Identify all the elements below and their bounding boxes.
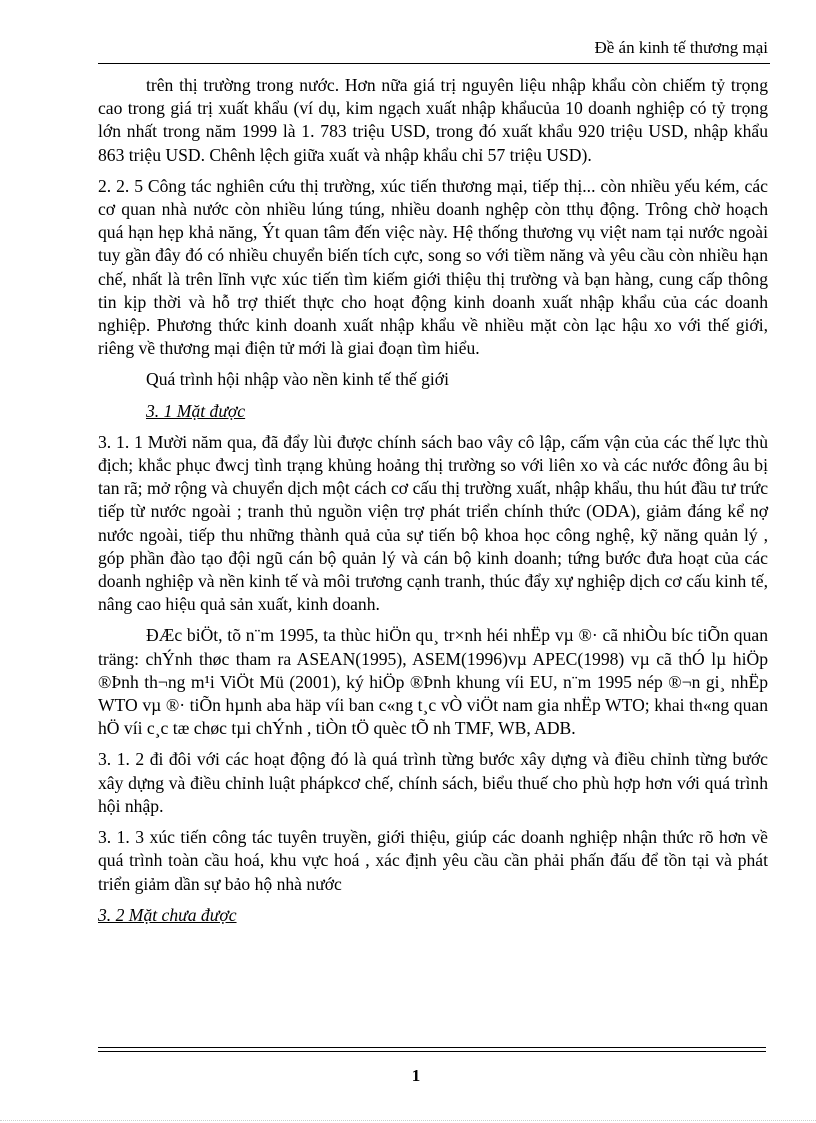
- paragraph-3-1-1: 3. 1. 1 Mười năm qua, đã đẩy lùi được chính sách bao vây cô lập, cấm vận của các thế lực thù địch; khắc phục đwcj tình trạng khủng hoảng thị trường so với liên xo và các nước đông âu bị tan rã; mở rộng và chuyển dịch một cách cơ cấu thị trường xuất, nhập khẩu, thu hút đầu tư trức tiếp từ nước ngoài ; tranh thủ nguồn viện trợ phát triển chính thức (ODA), giảm đáng kể nợ nước ngoài, tiếp thu những thành quả của sự tiến bộ khoa học công nghệ, kỹ năng quản lý , góp phần đào tạo đội ngũ cán bộ quản lý và cán bộ kinh doanh; tứng bước đưa hoạt của các doanh nghiệp và nền kinh tế và môi trương cạnh tranh, thúc đẩy xự nghiệp dịch cơ cấu kinh tế, nâng cao hiệu quả sản xuất, kinh doanh.: [98, 431, 768, 615]
- section-heading-3-1: 3. 1 Mặt được: [146, 400, 246, 421]
- paragraph-legacy-encoded: ĐÆc biÖt, tõ n¨m 1995, ta thùc hiÖn qu¸ tr×nh héi nhËp vµ ®· cã nhiÒu bíc tiÕn quan träng: chÝnh thøc tham ra ASEAN(1995), ASEM(1996)vµ APEC(1998) vµ cã thÓ lµ hiÖp ®Þnh th¬ng m¹i ViÖt Mü (2001), ký hiÖp ®Þnh khung víi EU, n¨m 1995 nép ®¬n gi¸ nhËp WTO vµ ®· tiÕn hµnh aba häp víi ban c«ng t¸c vÒ viÖt nam gia nhËp WTO; khai th«ng quan hÖ víi c¸c tæ chøc tµi chÝnh , tiÒn tÖ quèc tÕ nh TMF, WB, ADB.: [98, 625, 768, 739]
- paragraph-3-1-2: 3. 1. 2 đi đôi với các hoạt động đó là quá trình từng bước xây dựng và điều chỉnh từng bước xây dựng và điều chỉnh luật phápkcơ chế, chính sách, biểu thuế cho phù hợp hơn với quá trình hội nhập.: [98, 749, 768, 816]
- footer-rule-top: [98, 1047, 766, 1048]
- page-number: 1: [411, 1066, 421, 1085]
- footer-rule-bottom: [98, 1051, 766, 1052]
- section-heading-integration: Quá trình hội nhập vào nền kinh tế thế giới: [146, 369, 449, 390]
- paragraph-2-2-5: 2. 2. 5 Công tác nghiên cứu thị trường, xúc tiến thương mại, tiếp thị... còn nhiều yếu kém, các cơ quan nhà nước còn nhiều lúng túng, nhiều doanh nghệp còn tthụ động. Trông chờ hoạch quá hạn hẹp khả năng, Ýt quan tâm đến việc này. Hệ thống thương vụ việt nam tại nước ngoài tuy gần đây đó có nhiều chuyển biến tích cực, song so với tiềm năng và yêu cầu còn nhiều hạn chế, nhất là trên lĩnh vực xúc tiến tìm kiếm giới thiệu thị trường và bạn hàng, cung cấp thông tin kịp thời và hỗ trợ thiết thực cho hoạt động kinh doanh xuất nhập khẩu của các doanh nghiệp. Phương thức kinh doanh xuất nhập khẩu về nhiều mặt còn lạc hậu xo với thế giới, riêng về thương mại điện tử mới là giai đoạn tìm hiểu.: [98, 175, 768, 359]
- document-body: [98, 74, 768, 927]
- paragraph-continuation: trên thị trường trong nước. Hơn nữa giá trị nguyên liệu nhập khẩu còn chiếm tỷ trọng cao trong giá trị xuất khẩu (ví dụ, kim ngạch xuất nhập khẩucủa 10 doanh nghiệp có tỷ trọng lớn nhất trong năm 1999 là 1. 783 triệu USD, trong đó xuất khẩu 920 triệu USD, nhập khẩu 863 triệu USD. Chênh lệch giữa xuất và nhập khẩu chỉ 57 triệu USD).: [98, 75, 768, 165]
- section-heading-3-2: 3. 2 Mặt chưa được: [98, 904, 237, 925]
- header-rule: [98, 63, 770, 64]
- paragraph-3-1-3: 3. 1. 3 xúc tiến công tác tuyên truyền, giới thiệu, giúp các doanh nghiệp nhận thức rõ hơn về quá trình toàn cầu hoá, khu vực hoá , xác định yêu cầu cần phải phấn đấu để tồn tại và phát triển giảm dần sự bảo hộ nhà nước: [98, 827, 768, 894]
- page-edge-dotted-line: [0, 1120, 816, 1121]
- running-header: Đề án kinh tế thương mại: [594, 38, 768, 57]
